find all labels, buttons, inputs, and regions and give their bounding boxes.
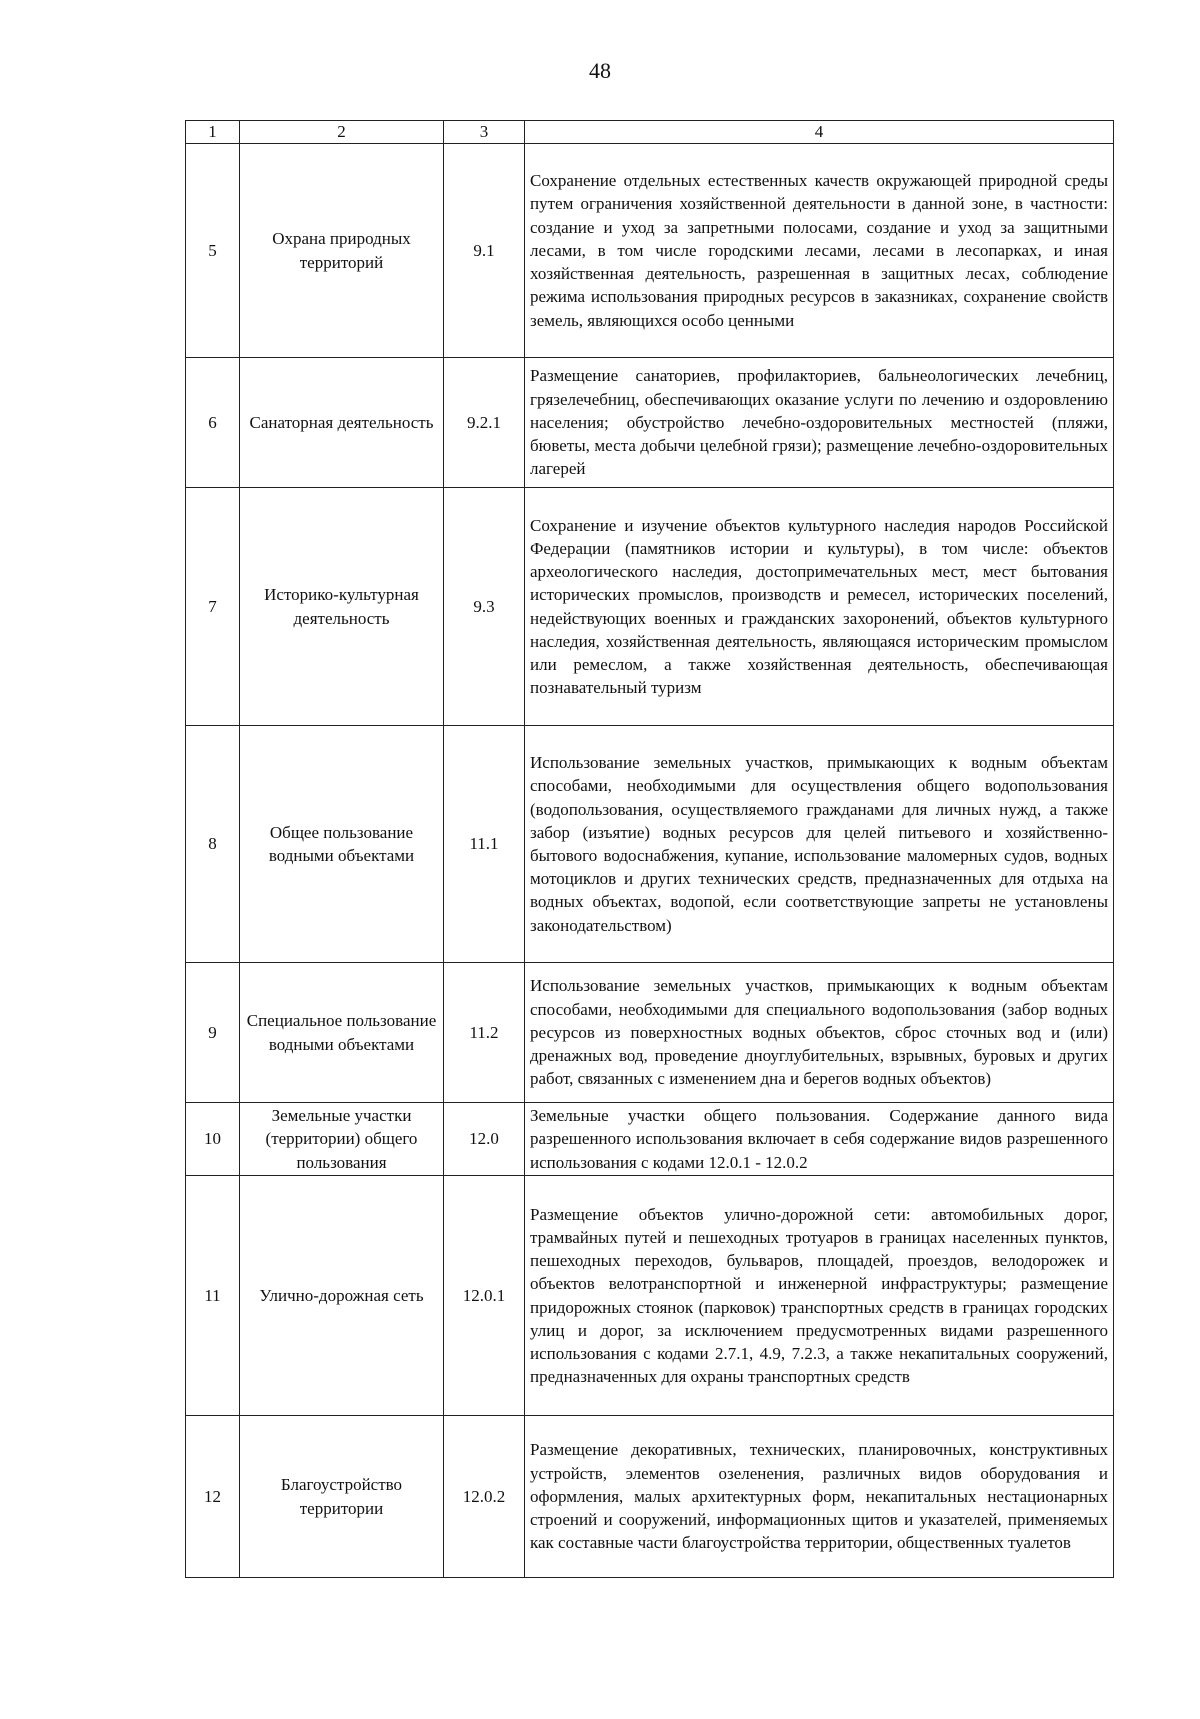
table-row xyxy=(186,1176,1114,1416)
use-description: Использование земельных участков, примыкающих к водным объектам способами, необходимыми для специального водопользования (забор водных ресурсов из поверхностных водных объектов, сброс сточных вод и (или) дренажных вод, проведение дноуглубительных, взрывных, буровых и других работ, связанных с изменением дна и берегов водных объектов) xyxy=(525,963,1114,1103)
row-number: 11 xyxy=(186,1176,240,1416)
row-number: 9 xyxy=(186,963,240,1103)
row-number: 8 xyxy=(186,726,240,963)
use-name: Земельные участки (территории) общего пользования xyxy=(240,1103,444,1176)
table-row xyxy=(186,726,1114,963)
use-description: Сохранение и изучение объектов культурного наследия народов Российской Федерации (памятников истории и культуры), в том числе: объектов археологического наследия, достопримечательных мест, мест бытования исторических промыслов, производств и ремесел, исторических поселений, недействующих военных и гражданских захоронений, объектов культурного наследия, хозяйственная деятельность, являющаяся историческим промыслом или ремеслом, а также хозяйственная деятельность, обеспечивающая познавательный туризм xyxy=(525,488,1114,726)
row-number: 7 xyxy=(186,488,240,726)
land-use-table xyxy=(185,120,1114,1578)
header-col-1: 1 xyxy=(186,121,240,144)
header-col-3: 3 xyxy=(444,121,525,144)
use-name: Общее пользование водными объектами xyxy=(240,726,444,963)
use-name: Благоустройство территории xyxy=(240,1416,444,1578)
use-name: Историко-культурная деятельность xyxy=(240,488,444,726)
table-row xyxy=(186,144,1114,358)
use-description: Размещение объектов улично-дорожной сети: автомобильных дорог, трамвайных путей и пешеходных тротуаров в границах населенных пунктов, пешеходных переходов, бульваров, площадей, проездов, велодорожек и объектов велотранспортной и инженерной инфраструктуры; размещение придорожных стоянок (парковок) транспортных средств в границах городских улиц и дорог, за исключением предусмотренных видами разрешенного использования с кодами 2.7.1, 4.9, 7.2.3, а также некапитальных сооружений, предназначенных для охраны транспортных средств xyxy=(525,1176,1114,1416)
use-name: Санаторная деятельность xyxy=(240,358,444,488)
table-row xyxy=(186,963,1114,1103)
row-number: 6 xyxy=(186,358,240,488)
use-code: 12.0.1 xyxy=(444,1176,525,1416)
table-row xyxy=(186,1416,1114,1578)
table-row xyxy=(186,358,1114,488)
use-code: 9.2.1 xyxy=(444,358,525,488)
use-code: 11.2 xyxy=(444,963,525,1103)
use-code: 12.0.2 xyxy=(444,1416,525,1578)
row-number: 12 xyxy=(186,1416,240,1578)
use-description: Земельные участки общего пользования. Содержание данного вида разрешенного использования включает в себя содержание видов разрешенного использования с кодами 12.0.1 - 12.0.2 xyxy=(525,1103,1114,1176)
header-col-4: 4 xyxy=(525,121,1114,144)
use-code: 9.3 xyxy=(444,488,525,726)
use-name: Охрана природных территорий xyxy=(240,144,444,358)
use-code: 12.0 xyxy=(444,1103,525,1176)
use-description: Сохранение отдельных естественных качеств окружающей природной среды путем ограничения хозяйственной деятельности в данной зоне, в частности: создание и уход за запретными полосами, создание и уход за защитными лесами, в том числе городскими лесами, лесами в лесопарках, и иная хозяйственная деятельность, разрешенная в защитных лесах, соблюдение режима использования природных ресурсов в заказниках, сохранение свойств земель, являющихся особо ценными xyxy=(525,144,1114,358)
page-number: 48 xyxy=(589,58,611,83)
use-name: Улично-дорожная сеть xyxy=(240,1176,444,1416)
use-description: Использование земельных участков, примыкающих к водным объектам способами, необходимыми для осуществления общего водопользования (водопользования, осуществляемого гражданами для личных нужд, а также забор (изъятие) водных ресурсов для целей питьевого и хозяйственно-бытового водоснабжения, купание, использование маломерных судов, водных мотоциклов и других технических средств, предназначенных для отдыха на водных объектах, водопой, если соответствующие запреты не установлены законодательством) xyxy=(525,726,1114,963)
row-number: 10 xyxy=(186,1103,240,1176)
table-row xyxy=(186,488,1114,726)
use-code: 11.1 xyxy=(444,726,525,963)
use-code: 9.1 xyxy=(444,144,525,358)
header-row xyxy=(186,121,1114,144)
table-row xyxy=(186,1103,1114,1176)
use-description: Размещение санаториев, профилакториев, бальнеологических лечебниц, грязелечебниц, обеспечивающих оказание услуги по лечению и оздоровлению населения; обустройство лечебно-оздоровительных местностей (пляжи, бюветы, места добычи целебной грязи); размещение лечебно-оздоровительных лагерей xyxy=(525,358,1114,488)
use-name: Специальное пользование водными объектами xyxy=(240,963,444,1103)
header-col-2: 2 xyxy=(240,121,444,144)
use-description: Размещение декоративных, технических, планировочных, конструктивных устройств, элементов озеленения, различных видов оборудования и оформления, малых архитектурных форм, некапитальных нестационарных строений и сооружений, информационных щитов и указателей, применяемых как составные части благоустройства территории, общественных туалетов xyxy=(525,1416,1114,1578)
row-number: 5 xyxy=(186,144,240,358)
